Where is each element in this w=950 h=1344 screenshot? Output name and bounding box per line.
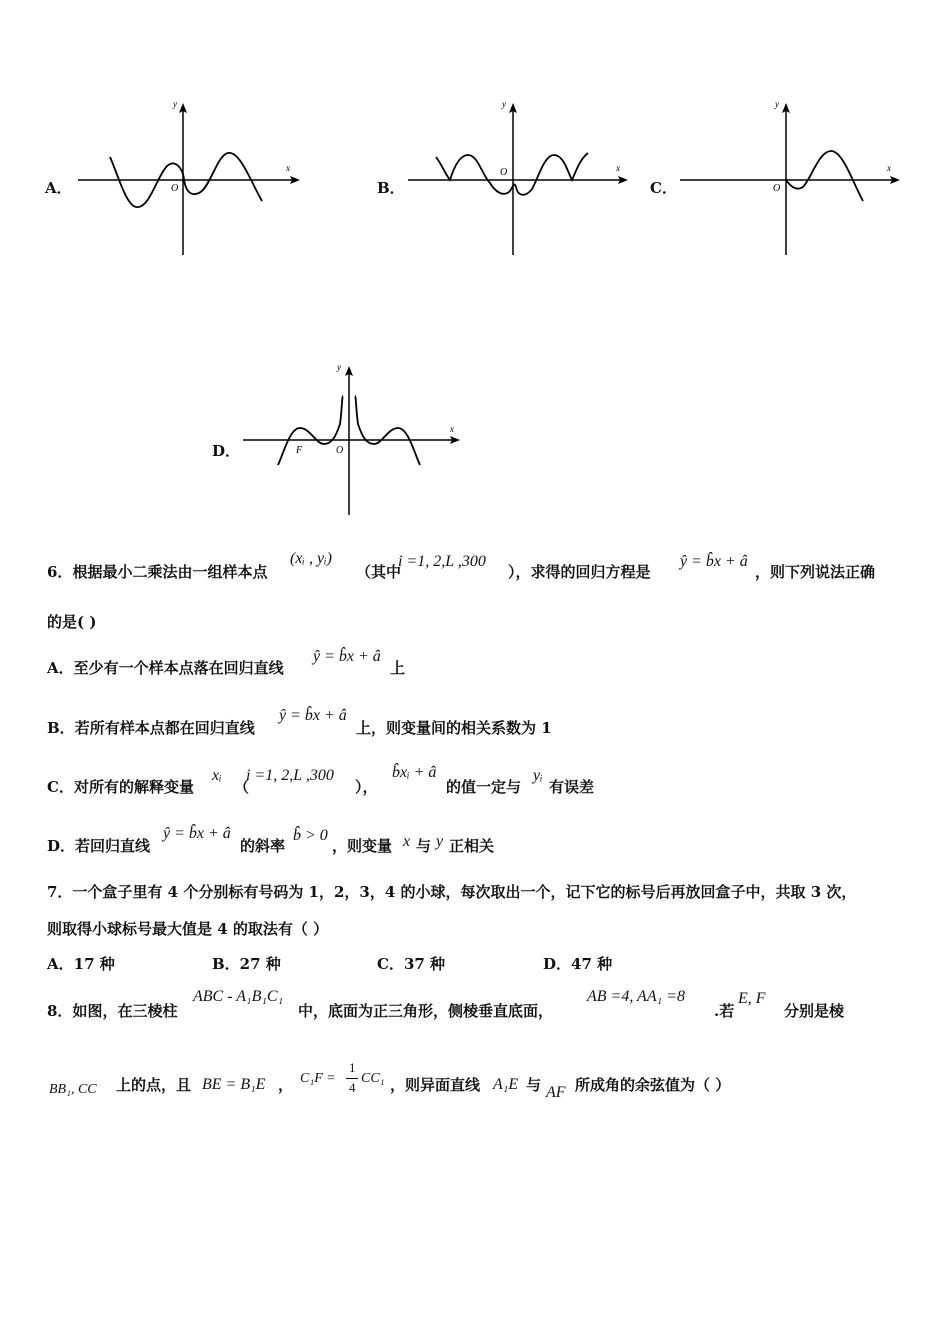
graph-c: [675, 95, 910, 260]
q8-frac-bar: [346, 1078, 358, 1079]
q6-option-d-eq: ŷ = b̂x + â: [163, 825, 231, 842]
q6-index-range: i =1, 2,L ,300: [398, 553, 486, 570]
q6-option-d-text: 与: [416, 837, 432, 855]
curve: [786, 151, 863, 201]
q8-text: 所成角的余弦值为（ ）: [575, 1076, 731, 1094]
q8-text: 与: [526, 1076, 542, 1094]
q6-option-c: C．对所有的解释变量: [47, 778, 194, 796]
q6-option-d-text: 正相关: [449, 837, 495, 855]
q6-option-c-text: ），: [355, 778, 378, 796]
q6-option-d-text: 的斜率: [240, 837, 286, 855]
option-d-label: D．: [212, 442, 241, 460]
q8-line1: 8．如图，在三棱柱: [47, 1002, 178, 1020]
q8-text: ，则异面直线: [390, 1076, 481, 1094]
q6-text: ，则下列说法正确: [755, 563, 876, 581]
y-label: y: [337, 362, 341, 372]
curve-left: [278, 396, 343, 465]
q8-text: 上的点，且: [116, 1076, 192, 1094]
q8-be-eq: BE = B₁E: [202, 1076, 266, 1093]
origin-label: O: [500, 167, 508, 178]
graph-b: [400, 95, 640, 260]
q6-line1: 6．根据最小二乘法由一组样本点: [47, 563, 268, 581]
q6-option-c-text: （: [234, 778, 250, 796]
q7-line2: 则取得小球标号最大值是 4 的取法有（ ）: [47, 920, 329, 938]
q8-frac-den: 4: [349, 1080, 356, 1095]
q8-lengths: AB =4, AA₁ =8: [587, 988, 685, 1005]
option-c-label: C．: [650, 179, 677, 197]
q8-line-a1e: A₁E: [493, 1076, 519, 1093]
q6-option-c-range: i =1, 2,L ,300: [246, 767, 334, 784]
q6-option-d-slope: b̂ > 0: [293, 827, 328, 844]
q6-text: ），求得的回归方程是: [508, 563, 651, 581]
option-a-label: A．: [45, 179, 72, 197]
x-label: x: [286, 163, 290, 173]
q6-line2: 的是( ): [47, 613, 97, 631]
y-label: y: [775, 99, 779, 109]
q6-option-c-text: 有误差: [549, 778, 595, 796]
q6-option-d-var-y: y: [436, 833, 444, 850]
q8-text: 分别是棱: [784, 1002, 845, 1020]
origin-label: O: [773, 183, 781, 194]
q6-option-b: B．若所有样本点都在回归直线: [47, 719, 255, 737]
q8-prism: ABC - A₁B₁C₁: [193, 988, 284, 1005]
q6-option-d: D．若回归直线: [47, 837, 151, 855]
q8-points: E, F: [738, 990, 766, 1007]
q6-option-d-var-x: x: [403, 833, 411, 850]
y-label: y: [173, 99, 177, 109]
q7-line1: 7．一个盒子里有 4 个分别标有号码为 1，2，3，4 的小球，每次取出一个，记下它的标号后再放回盒子中，共取 3 次，: [47, 883, 857, 901]
point-f-label: F: [296, 445, 303, 456]
q6-option-c-y: yᵢ: [533, 767, 543, 784]
q7-option-d: D．47 种: [543, 955, 613, 973]
origin-label: O: [171, 183, 179, 194]
x-label: x: [450, 424, 454, 434]
q8-text: .若: [714, 1002, 735, 1020]
q8-text: 中，底面为正三角形，侧棱垂直底面，: [298, 1002, 554, 1020]
q6-text: （其中: [356, 563, 402, 581]
q7-option-b: B．27 种: [212, 955, 281, 973]
q6-option-c-expr: b̂xᵢ + â: [392, 764, 437, 781]
q6-option-b-eq: ŷ = b̂x + â: [279, 707, 347, 724]
q6-sample-point: (xᵢ , yᵢ): [290, 550, 332, 567]
q6-regression-eq: ŷ = b̂x + â: [680, 553, 748, 570]
graph-d: [238, 360, 473, 520]
q8-edges: BB₁, CC: [49, 1082, 97, 1097]
q8-cf-rhs: CC₁: [361, 1071, 385, 1086]
q6-option-a: A．至少有一个样本点落在回归直线: [47, 659, 284, 677]
q8-text: ，: [278, 1076, 294, 1094]
curve: [436, 153, 588, 195]
q7-option-c: C．37 种: [377, 955, 446, 973]
x-label: x: [616, 163, 620, 173]
q6-option-c-text: 的值一定与: [446, 778, 522, 796]
x-label: x: [887, 163, 891, 173]
q6-option-a-text: 上: [390, 659, 406, 677]
q6-option-c-x: xᵢ: [212, 767, 222, 784]
origin-label: O: [336, 445, 344, 456]
option-b-label: B．: [377, 179, 405, 197]
q8-cf-lhs: C₁F =: [300, 1071, 336, 1086]
curve-right: [355, 396, 420, 465]
q8-line-af: AF: [546, 1084, 566, 1101]
q8-frac-num: 1: [349, 1060, 356, 1075]
y-label: y: [502, 99, 506, 109]
q6-option-a-eq: ŷ = b̂x + â: [313, 648, 381, 665]
q6-option-d-text: ，则变量: [332, 837, 393, 855]
q6-option-b-text: 上，则变量间的相关系数为 1: [356, 719, 552, 737]
graph-a: [70, 95, 310, 260]
q7-option-a: A．17 种: [47, 955, 115, 973]
